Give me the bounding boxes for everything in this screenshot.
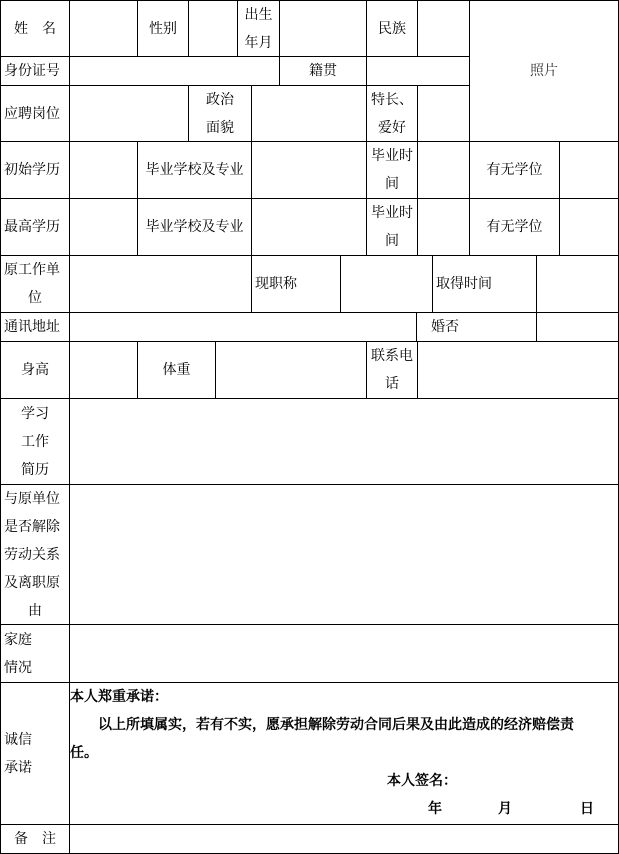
label-political (188, 85, 252, 142)
label-political-line2: 面貌 (206, 119, 234, 136)
label-birth-line2: 年月 (244, 34, 273, 51)
label-ethnicity-text: 民族 (378, 20, 406, 37)
label-former-unit-line2: 位 (28, 290, 42, 306)
label-labor-relation-line4: 及离职原 (4, 574, 60, 591)
label-address-text: 通讯地址 (4, 319, 60, 335)
date-month-label: 月 (498, 801, 512, 817)
school-major-2-field[interactable] (251, 198, 367, 256)
label-highest-edu (0, 198, 70, 256)
label-grad-time-1-line2: 间 (385, 176, 399, 192)
address-field[interactable] (69, 312, 417, 342)
label-family-line1: 家庭 (4, 631, 32, 648)
label-integrity-line1: 诚信 (4, 731, 32, 748)
date-day-label: 日 (580, 801, 594, 817)
label-obtained-time-text: 取得时间 (436, 276, 492, 292)
phone-field[interactable] (417, 341, 619, 399)
label-grad-time-2-line2: 间 (385, 233, 399, 249)
ethnicity-field[interactable] (417, 0, 470, 57)
label-phone-line1: 联系电 (371, 348, 413, 364)
height-field[interactable] (69, 341, 138, 399)
label-grad-time-2-line1: 毕业时 (371, 205, 413, 221)
label-specialty (366, 85, 418, 142)
label-gender-text: 性别 (149, 20, 177, 37)
label-height-text: 身高 (21, 362, 49, 378)
label-birth-line1: 出生 (244, 6, 273, 23)
label-birth (237, 0, 280, 57)
weight-field[interactable] (215, 341, 367, 399)
label-address (0, 312, 70, 342)
specialty-field[interactable] (417, 85, 470, 142)
label-resume-line1: 学习 (21, 405, 49, 422)
label-remarks-text: 备 注 (14, 831, 56, 847)
id-number-field[interactable] (69, 56, 280, 86)
label-labor-relation-line5: 由 (28, 602, 42, 619)
label-current-title-text: 现职称 (255, 276, 297, 292)
degree-1-field[interactable] (559, 141, 619, 199)
label-political-line1: 政治 (206, 91, 234, 108)
label-name-text: 姓 名 (14, 20, 56, 37)
label-marital (416, 312, 537, 342)
label-grad-time-2 (366, 198, 418, 256)
label-family (0, 624, 70, 683)
grad-time-1-field[interactable] (417, 141, 470, 199)
label-id-number-text: 身份证号 (4, 63, 60, 79)
name-field[interactable] (69, 0, 138, 57)
label-degree-2 (469, 198, 560, 256)
label-school-major-2-text: 毕业学校及专业 (145, 219, 244, 235)
labor-relation-field[interactable] (69, 484, 619, 625)
label-integrity-line2: 承诺 (4, 759, 32, 776)
signature-label: 本人签名： (387, 773, 457, 789)
initial-edu-field[interactable] (69, 141, 138, 199)
label-position-text: 应聘岗位 (4, 105, 60, 122)
label-remarks (0, 824, 70, 854)
label-marital-text: 婚否 (431, 319, 459, 335)
degree-2-field[interactable] (559, 198, 619, 256)
gender-field[interactable] (188, 0, 238, 57)
birth-field[interactable] (279, 0, 367, 57)
political-field[interactable] (251, 85, 367, 142)
label-specialty-line1: 特长、 (371, 91, 413, 108)
native-place-field[interactable] (366, 56, 470, 86)
grad-time-2-field[interactable] (417, 198, 470, 256)
photo-box[interactable] (469, 0, 619, 142)
label-native-place (279, 56, 367, 86)
label-obtained-time (432, 255, 537, 313)
label-highest-edu-text: 最高学历 (4, 219, 60, 235)
label-former-unit-line1: 原工作单 (4, 262, 60, 278)
date-year-label: 年 (428, 801, 442, 817)
marital-field[interactable] (536, 312, 619, 342)
pledge-title: 本人郑重承诺： (70, 689, 168, 705)
pledge-body-line2: 任。 (70, 745, 98, 761)
label-labor-relation-line2: 是否解除 (4, 518, 60, 535)
label-former-unit (0, 255, 70, 313)
label-family-line2: 情况 (4, 659, 32, 676)
label-resume (0, 398, 70, 485)
position-field[interactable] (69, 85, 189, 142)
obtained-time-field[interactable] (536, 255, 619, 313)
label-grad-time-1 (366, 141, 418, 199)
pledge-body-line1: 以上所填属实，若有不实，愿承担解除劳动合同后果及由此造成的经济赔偿责 (98, 717, 574, 733)
label-resume-line2: 工作 (21, 433, 49, 450)
label-name (0, 0, 70, 57)
photo-label: 照片 (530, 63, 558, 79)
resume-field[interactable] (69, 398, 619, 485)
label-integrity (0, 682, 70, 825)
highest-edu-field[interactable] (69, 198, 138, 256)
label-gender (137, 0, 189, 57)
former-unit-field[interactable] (69, 255, 252, 313)
label-phone-line2: 话 (385, 376, 399, 392)
label-ethnicity (366, 0, 418, 57)
label-degree-1-text: 有无学位 (486, 162, 543, 178)
label-current-title (251, 255, 341, 313)
label-school-major-1 (137, 141, 252, 199)
label-native-place-text: 籍贯 (309, 63, 337, 79)
label-weight (137, 341, 216, 399)
label-id-number (0, 56, 70, 86)
label-initial-edu (0, 141, 70, 199)
label-labor-relation-line3: 劳动关系 (4, 546, 60, 563)
label-degree-2-text: 有无学位 (486, 219, 543, 235)
label-labor-relation-line1: 与原单位 (4, 490, 60, 507)
label-grad-time-1-line1: 毕业时 (371, 148, 413, 164)
label-position (0, 85, 70, 142)
label-resume-line3: 简历 (21, 461, 49, 478)
label-phone (366, 341, 418, 399)
family-field[interactable] (69, 624, 619, 683)
label-weight-text: 体重 (162, 362, 191, 378)
current-title-field[interactable] (340, 255, 433, 313)
label-labor-relation (0, 484, 70, 625)
label-initial-edu-text: 初始学历 (4, 162, 60, 178)
label-degree-1 (469, 141, 560, 199)
label-school-major-1-text: 毕业学校及专业 (145, 162, 244, 178)
label-height (0, 341, 70, 399)
label-school-major-2 (137, 198, 252, 256)
school-major-1-field[interactable] (251, 141, 367, 199)
remarks-field[interactable] (69, 824, 619, 854)
label-specialty-line2: 爱好 (378, 119, 406, 136)
